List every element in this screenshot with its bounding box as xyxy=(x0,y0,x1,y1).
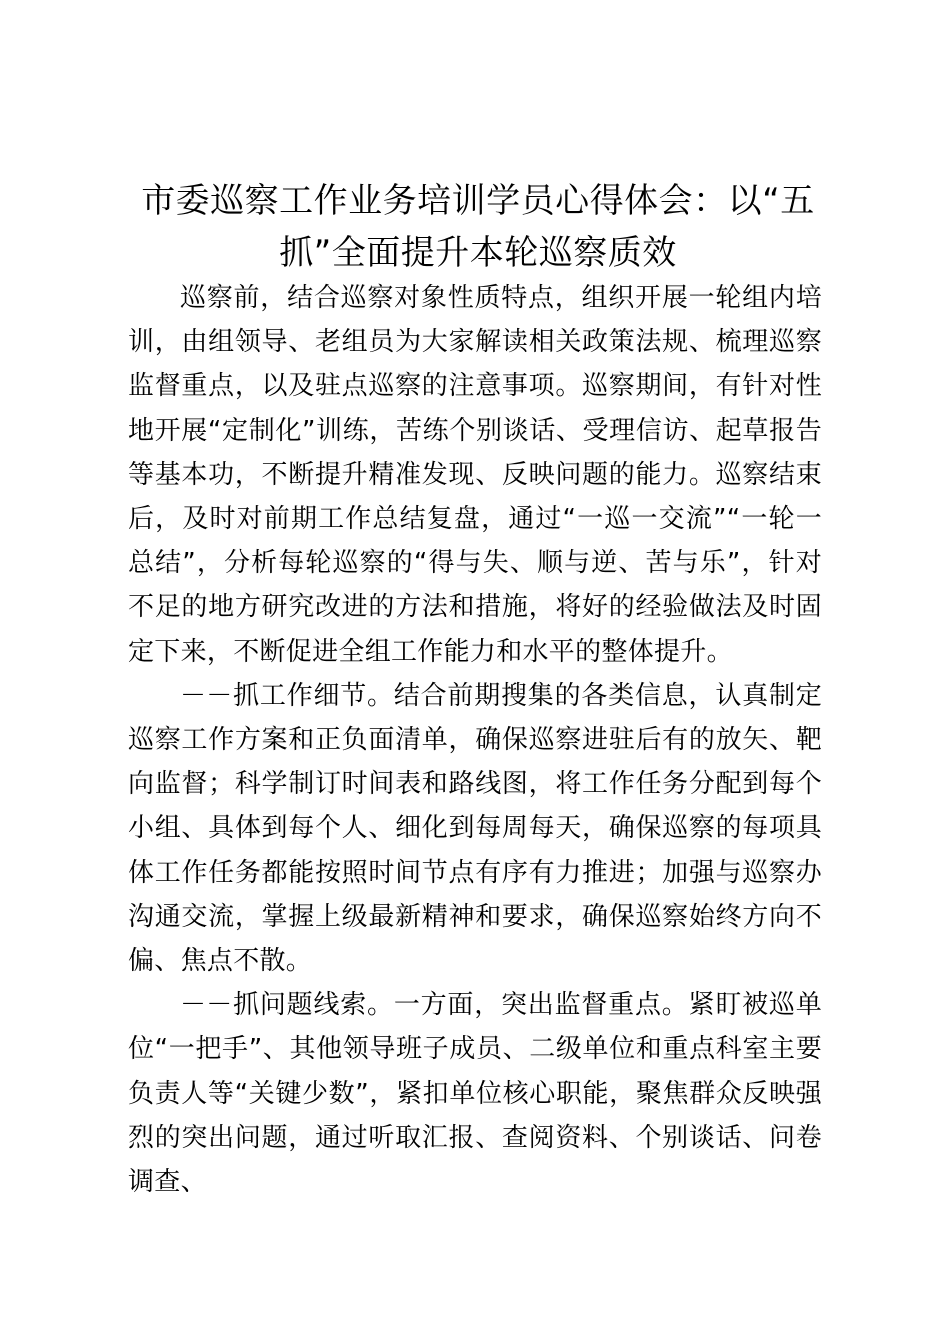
paragraph: －－抓问题线索。一方面，突出监督重点。紧盯被巡单位“一把手”、其他领导班子成员、二级单位和重点科室主要负责人等“关键少数”，紧扣单位核心职能，聚焦群众反映强烈的突出问题，通过听取汇报、查阅资料、个别谈话、问卷调查、 xyxy=(128,990,822,1198)
document-title: 市委巡察工作业务培训学员心得体会：以“五抓”全面提升本轮巡察质效 xyxy=(141,181,815,273)
paragraph: －－抓工作细节。结合前期搜集的各类信息，认真制定巡察工作方案和正负面清单，确保巡察进驻后有的放矢、靶向监督；科学制订时间表和路线图，将工作任务分配到每个小组、具体到每个人、细化到每周每天，确保巡察的每项具体工作任务都能按照时间节点有序有力推进；加强与巡察办沟通交流，掌握上级最新精神和要求，确保巡察始终方向不偏、焦点不散。 xyxy=(128,680,822,977)
document-body xyxy=(128,276,822,1204)
paragraph: 巡察前，结合巡察对象性质特点，组织开展一轮组内培训，由组领导、老组员为大家解读相关政策法规、梳理巡察监督重点，以及驻点巡察的注意事项。巡察期间，有针对性地开展“定制化”训练，苦练个别谈话、受理信访、起草报告等基本功，不断提升精准发现、反映问题的能力。巡察结束后，及时对前期工作总结复盘，通过“一巡一交流”“一轮一总结”，分析每轮巡察的“得与失、顺与逆、苦与乐”，针对不足的地方研究改进的方法和措施，将好的经验做法及时固定下来，不断促进全组工作能力和水平的整体提升。 xyxy=(128,283,822,667)
